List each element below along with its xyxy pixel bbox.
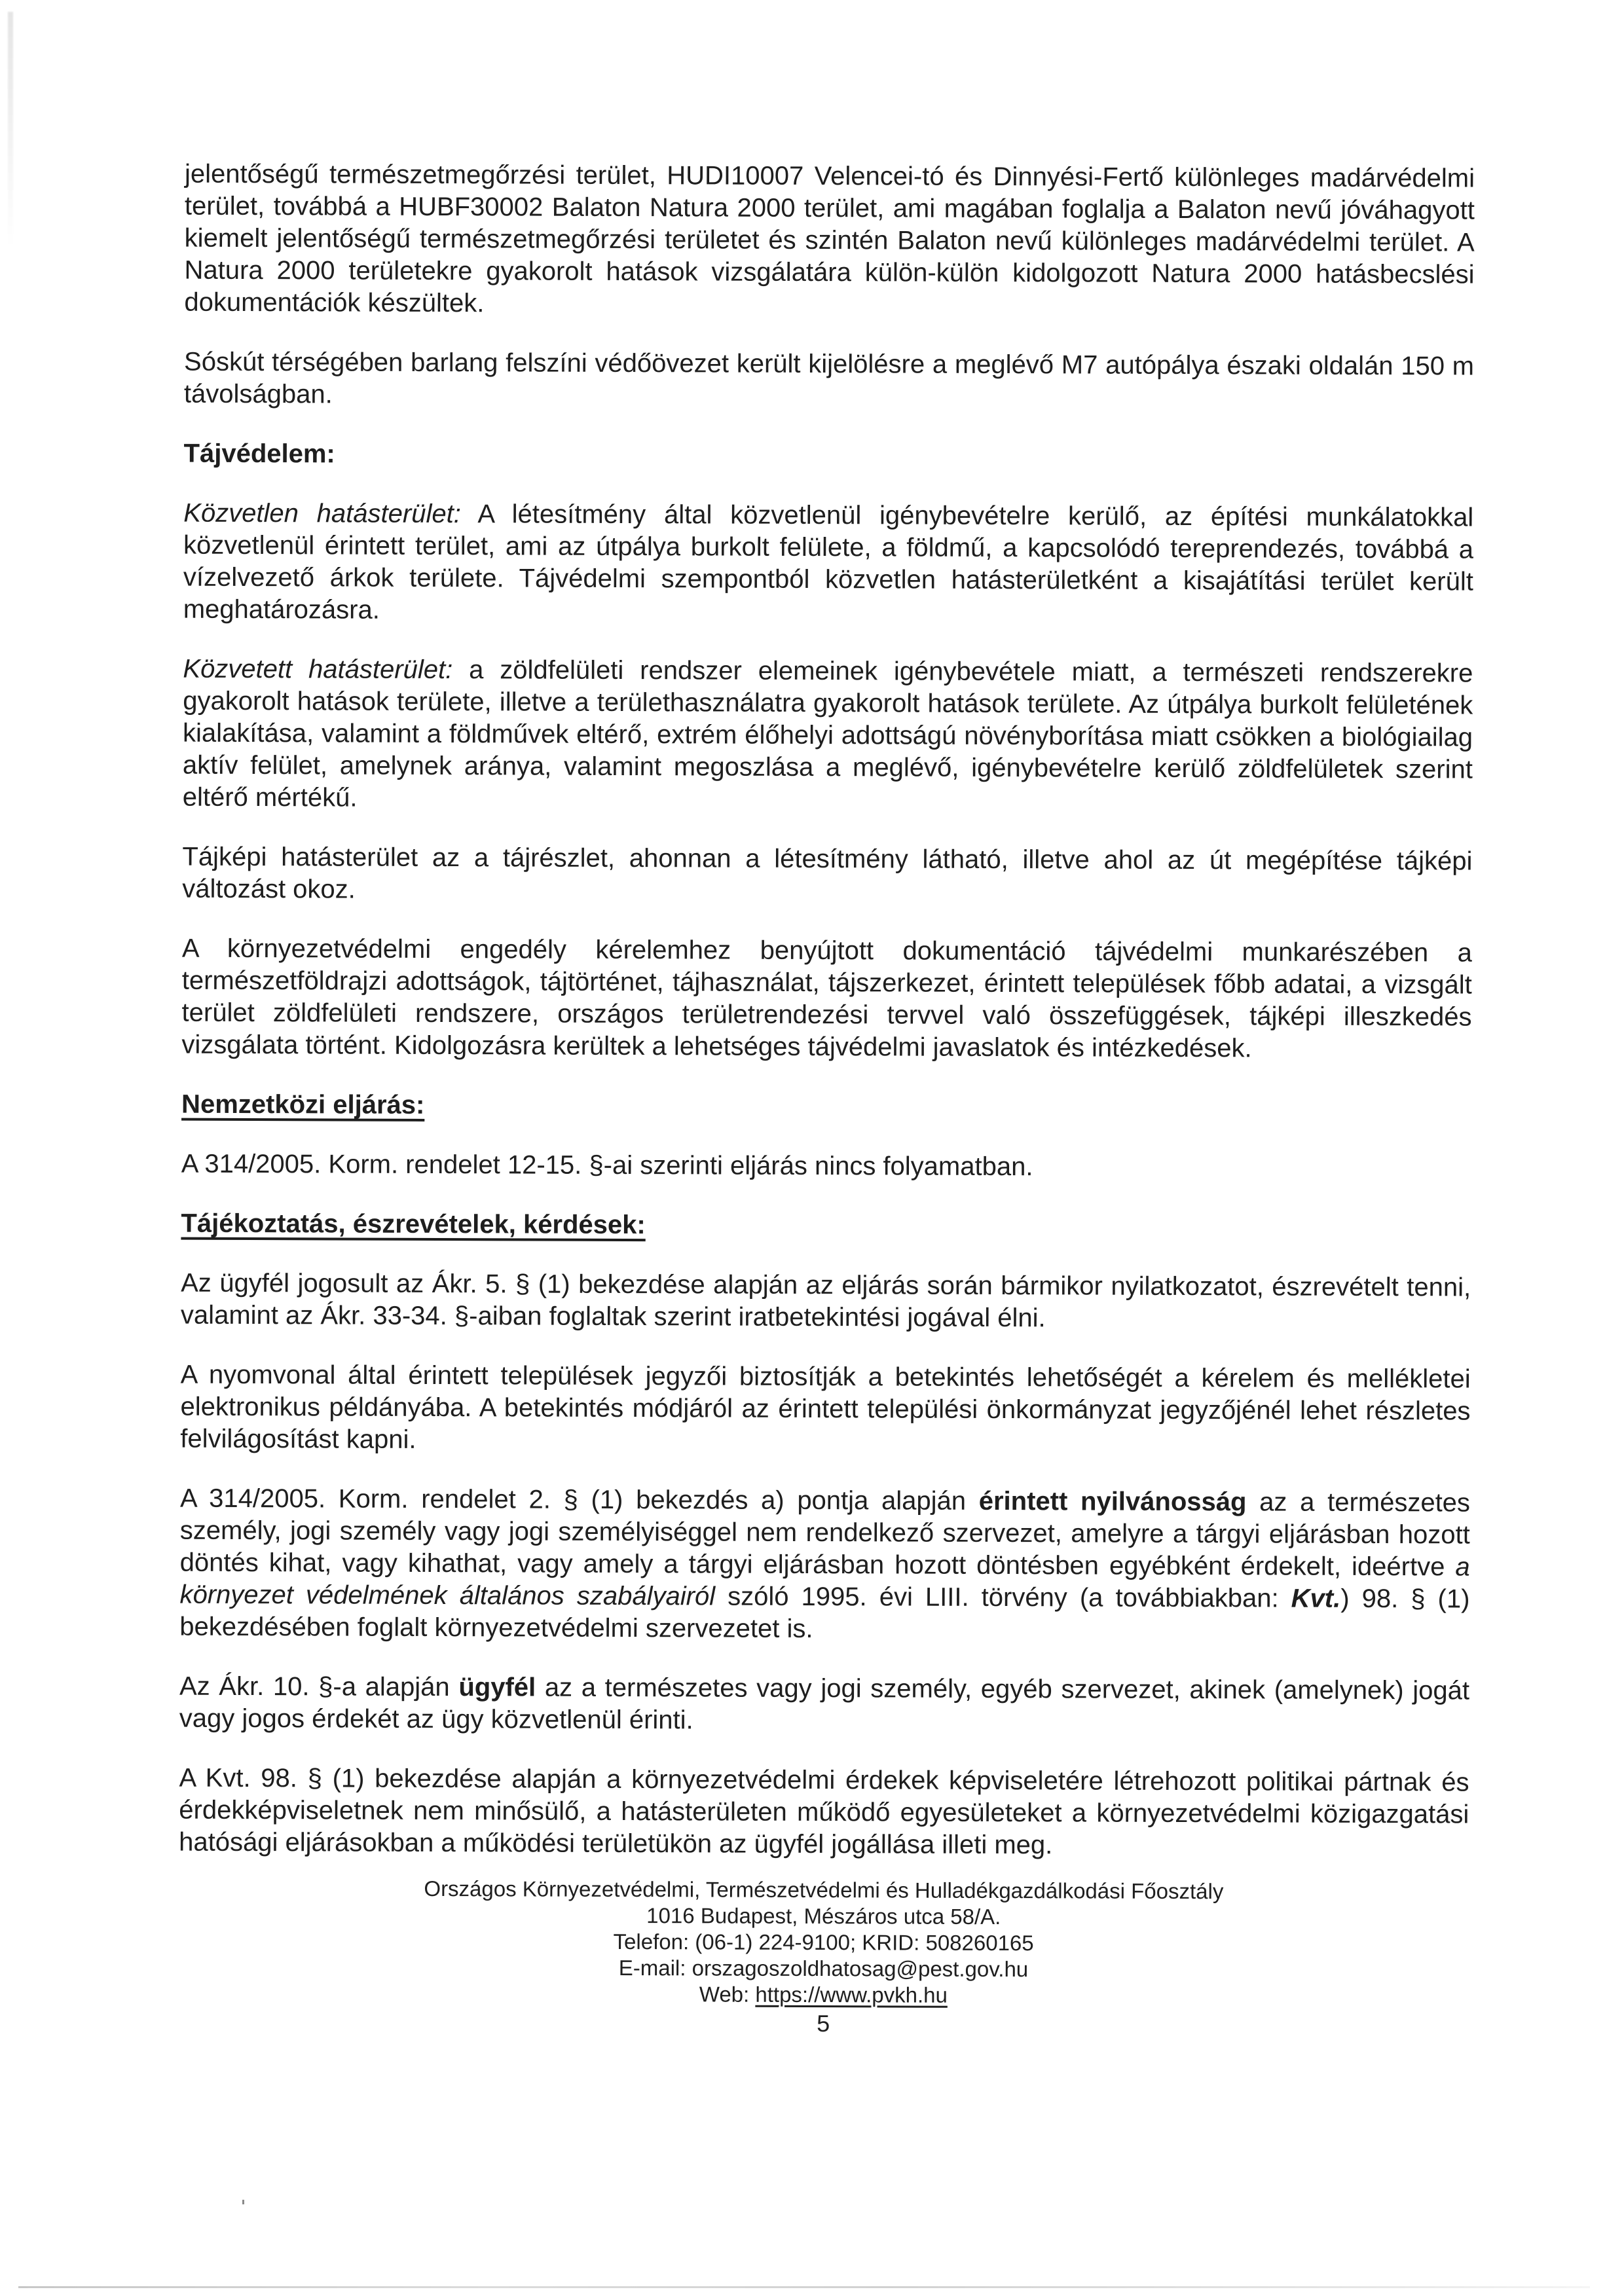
footer-email-line (178, 1954, 1468, 1984)
footer-web-line (178, 1980, 1468, 2011)
footer-department: Országos Környezetvédelmi, Természetvédelmi és Hulladékgazdálkodási Főosztály (424, 1876, 1224, 1904)
scan-artifact-speck (242, 2200, 244, 2204)
heading-tajekoztatas (181, 1208, 1471, 1245)
footer-phone-krid: Telefon: (06-1) 224-9100; KRID: 508260165 (613, 1929, 1034, 1956)
paragraph-dokumentacio: A környezetvédelmi engedély kérelemhez benyújtott dokumentáció tájvédelmi munkarészében a természetföldrajzi adottságok, tájtörténet, tájhasználat, tájszerkezet, érintett települések főbb adatai, a vizsgált terület zöldfelületi rendszere, országos területrendezési tervvel való összefüggések, tájképi illeszkedés vizsgálata történt. Kidolgozásra kerültek a lehetséges tájvédelmi javaslatok és intézkedések. (181, 934, 1473, 1063)
footer-web-label: Web: (699, 1982, 756, 2007)
erintett-s1: A 314/2005. Korm. rendelet 2. § (1) bekezdés a) pontja alapján (179, 1484, 979, 1516)
paragraph-ugyfel-definicio (179, 1671, 1469, 1740)
page-number: 5 (817, 2010, 830, 2037)
erintett-s6-kvt: Kvt. (1291, 1584, 1341, 1613)
scan-artifact-bottom-edge (18, 2286, 1590, 2288)
footer-web-url: https://www.pvkh.hu (755, 1982, 948, 2007)
paragraph-tajkepi-hatasterulet: Tájképi hatásterület az a tájrészlet, ahonnan a létesítmény látható, illetve ahol az út megépítése tájképi változást okoz. (182, 842, 1473, 904)
erintett-s5: szóló 1995. évi LIII. törvény (a továbbiakban: (715, 1582, 1291, 1613)
paragraph-natura2000: jelentőségű természetmegőrzési terület, HUDI10007 Velencei-tó és Dinnyési-Fertő különleges madárvédelmi terület, továbbá a HUBF30002 Balaton Natura 2000 terület, ami magában foglalja a Balaton nevű jóváhagyott kiemelt jelentőségű természetmegőrzési területet és szintén Balaton nevű különleges madárvédelmi terület. A Natura 2000 területekre gyakorolt hatások vizsgálatára külön-külön kidolgozott Natura 2000 hatásbecslési dokumentációk készültek. (184, 159, 1475, 318)
paragraph-soskut: Sóskút térségében barlang felszíni védőövezet került kijelölésre a meglévő M7 autópálya északi oldalán 150 m távolságban. (183, 347, 1475, 409)
document-footer (178, 1875, 1469, 2011)
kozvetett-hatasterulet-body: a zöldfelületi rendszer elemeinek igénybevétele miatt, a természeti rendszerekre gyakorolt hatások területe, illetve a területhasználatra gyakorolt hatások területe. Az útpálya burkolt felületének kialakítása, valamint a földművek eltérő, extrém élőhelyi adottságú növényborítása miatt csökken a biológiailag aktív felület, amelynek aránya, valamint megoszlása a meglévő, igénybevételre kerülő zöldfelületek szerint eltérő mértékű. (182, 655, 1473, 812)
footer-address: 1016 Budapest, Mészáros utca 58/A. (646, 1903, 1001, 1929)
paragraph-nemzetkozi-eljaras: A 314/2005. Korm. rendelet 12-15. §-ai szerinti eljárás nincs folyamatban. (181, 1149, 1033, 1182)
erintett-s3: az a természetes személy, jogi személy vagy jogi személyiséggel nem rendelkező szervezet, amelyre a tárgyi eljárásban hozott döntés kihat, vagy kihathat, vagy amely a tárgyi eljárásban hozott döntésben egyébként érdekelt, ideértve (179, 1487, 1471, 1582)
paragraph-kozvetett-hatasterulet (183, 653, 1473, 818)
kozvetlen-hatasterulet-body: A létesítmény által közvetlenül igénybevételre kerülő, az építési munkálatokkal közvetlenül érintett terület, ami az útpálya burkolt felülete, a földmű, a kapcsolódó tereprendezés, továbbá a vízelvezető árkok területe. Tájvédelmi szempontból közvetlen hatásterületként a kisajátítási terület került meghatározásra. (183, 500, 1474, 625)
ugyfel-s2-bold: ügyfél (458, 1673, 536, 1702)
heading-nemzetkozi-eljaras-text: Nemzetközi eljárás: (181, 1089, 425, 1120)
paragraph-kozvetlen-hatasterulet (183, 498, 1474, 630)
heading-nemzetkozi-eljaras (181, 1089, 1471, 1125)
paragraph-ugyfel-jogosult: Az ügyfél jogosult az Ákr. 5. § (1) bekezdése alapján az eljárás során bármikor nyilatkozatot, észrevételt tenni, valamint az Ákr. 33-34. §-aiban foglaltak szerint iratbetekintési jogával élni. (180, 1268, 1471, 1333)
erintett-s4-italic: a környezet védelmének általános szabályairól (179, 1552, 1470, 1611)
erintett-s2-bold: érintett nyilvánosság (978, 1486, 1247, 1517)
footer-email-label: E-mail: (618, 1955, 692, 1980)
kozvetett-hatasterulet-lead: Közvetett hatásterület: (183, 654, 453, 685)
heading-tajekoztatas-text: Tájékoztatás, észrevételek, kérdések: (181, 1209, 646, 1240)
kozvetlen-hatasterulet-lead: Közvetlen hatásterület: (183, 498, 461, 529)
paragraph-nyomvonal: A nyomvonal által érintett települések jegyzői biztosítják a betekintés lehetőségét a kérelem és mellékletei elektronikus példányába. A betekintés módjáról az érintett települési önkormányzat jegyzőjénél lehet részletes felvilágosítást kapni. (180, 1360, 1471, 1454)
ugyfel-s1: Az Ákr. 10. §-a alapján (179, 1671, 459, 1702)
footer-email-address: orszagoszoldhatosag@pest.gov.hu (692, 1956, 1029, 1982)
paragraph-kvt-98: A Kvt. 98. § (1) bekezdése alapján a környezetvédelmi érdekek képviseletére létrehozott politikai pártnak és érdekképviseletnek nem minősülő, a hatásterületen működő egyesületeket a környezetvédelmi közigazgatási hatósági eljárásokban a működési területükön az ügyfél jogállása illeti meg. (179, 1763, 1469, 1860)
erintett-s7: ) 98. § (1) bekezdésében foglalt környezetvédelmi szervezetet is. (179, 1584, 1470, 1644)
ugyfel-s3: az a természetes vagy jogi személy, egyéb szervezet, akinek (amelynek) jogát vagy jogos érdekét az ügy közvetlenül érinti. (179, 1673, 1470, 1735)
heading-tajvedelem: Tájvédelem: (183, 439, 335, 469)
paragraph-erintett-nyilvanossag (179, 1483, 1470, 1648)
